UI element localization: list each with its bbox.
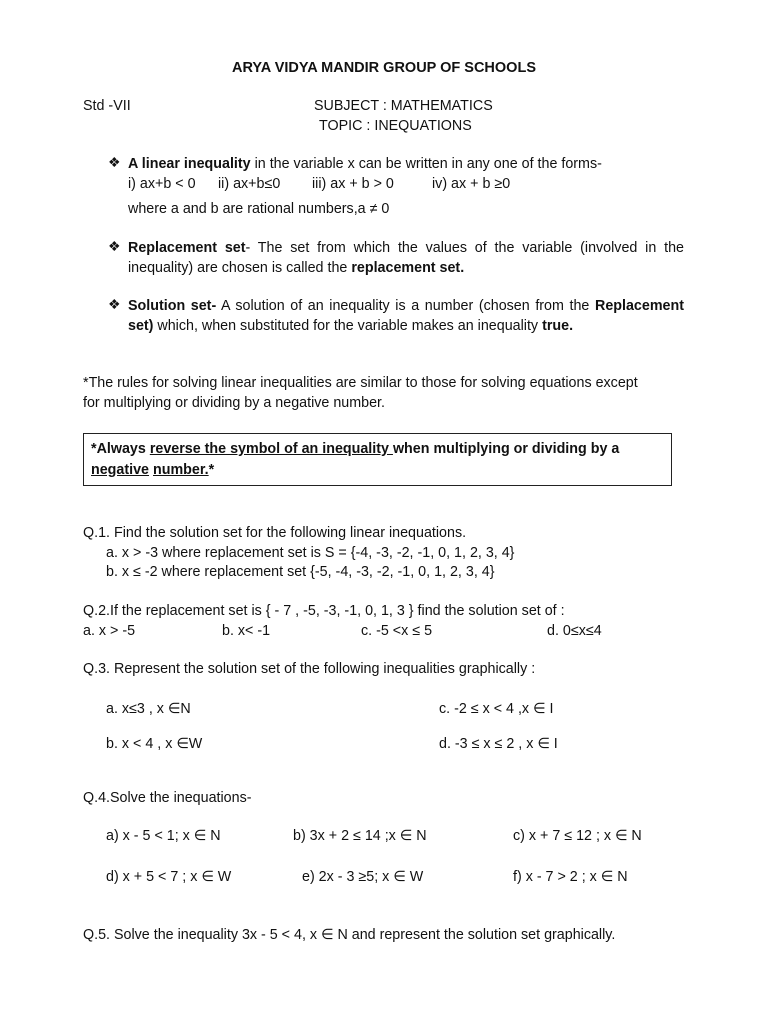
q2-part-c: c. -5 <x ≤ 5 bbox=[361, 623, 433, 639]
standard-label: Std -VII bbox=[83, 98, 131, 114]
school-title: ARYA VIDYA MANDIR GROUP OF SCHOOLS bbox=[231, 60, 536, 76]
bullet-icon: ❖ bbox=[108, 154, 121, 170]
q4-part-b: b) 3x + 2 ≤ 14 ;x ∈ N bbox=[293, 828, 427, 844]
reverse-symbol-box bbox=[83, 433, 672, 486]
box-text-2: when multiplying or dividing by a bbox=[392, 441, 620, 457]
box-text-1: *Always bbox=[91, 441, 150, 457]
form-iv: iv) ax + b ≥0 bbox=[432, 176, 511, 192]
topic-label: TOPIC : INEQUATIONS bbox=[319, 118, 472, 134]
reverse-symbol-text bbox=[91, 439, 667, 480]
q4-part-f: f) x - 7 > 2 ; x ∈ N bbox=[513, 869, 628, 885]
q1-part-a: a. x > -3 where replacement set is S = {-4, -3, -2, -1, 0, 1, 2, 3, 4} bbox=[106, 545, 515, 561]
replacement-set-definition bbox=[128, 238, 684, 278]
q2-part-b: b. x< -1 bbox=[222, 623, 271, 639]
q3-part-c: c. -2 ≤ x < 4 ,x ∈ I bbox=[439, 701, 554, 717]
box-underlined-3: number. bbox=[153, 461, 209, 478]
solution-set-text-1: A solution of an inequality is a number (chosen from the bbox=[216, 298, 595, 314]
q5-title: Q.5. Solve the inequality 3x - 5 < 4, x ∈ N and represent the solution set graphically. bbox=[83, 927, 616, 943]
q4-part-a: a) x - 5 < 1; x ∈ N bbox=[106, 828, 221, 844]
linear-inequality-definition bbox=[128, 154, 684, 174]
q1-title: Q.1. Find the solution set for the following linear inequations. bbox=[83, 525, 467, 541]
q1-part-b: b. x ≤ -2 where replacement set {-5, -4, -3, -2, -1, 0, 1, 2, 3, 4} bbox=[106, 564, 495, 580]
solution-set-term: Solution set- bbox=[128, 298, 217, 314]
linear-inequality-note: where a and b are rational numbers,a ≠ 0 bbox=[128, 201, 390, 217]
replacement-set-bold: replacement set. bbox=[351, 260, 465, 276]
bullet-icon: ❖ bbox=[108, 238, 121, 254]
q2-part-d: d. 0≤x≤4 bbox=[547, 623, 602, 639]
q4-part-d: d) x + 5 < 7 ; x ∈ W bbox=[106, 869, 232, 885]
linear-inequality-text: in the variable x can be written in any one of the forms- bbox=[250, 156, 602, 172]
box-text-3: * bbox=[208, 461, 215, 478]
solution-set-definition bbox=[128, 296, 684, 336]
solution-set-bold-end: true. bbox=[542, 318, 574, 334]
q4-part-c: c) x + 7 ≤ 12 ; x ∈ N bbox=[513, 828, 642, 844]
q3-title: Q.3. Represent the solution set of the following inequalities graphically : bbox=[83, 661, 536, 677]
q2-title: Q.2.If the replacement set is { - 7 , -5, -3, -1, 0, 1, 3 } find the solution set of : bbox=[83, 603, 565, 619]
box-underlined-1: reverse the symbol of an inequality bbox=[149, 441, 393, 457]
q4-part-e: e) 2x - 3 ≥5; x ∈ W bbox=[302, 869, 424, 885]
q3-part-a: a. x≤3 , x ∈N bbox=[106, 701, 191, 717]
rule-note-line-1: *The rules for solving linear inequalities are similar to those for solving equations except bbox=[83, 375, 638, 391]
form-ii: ii) ax+b≤0 bbox=[218, 176, 281, 192]
q3-part-b: b. x < 4 , x ∈W bbox=[106, 736, 203, 752]
bullet-icon: ❖ bbox=[108, 296, 121, 312]
form-i: i) ax+b < 0 bbox=[128, 176, 196, 192]
q4-title: Q.4.Solve the inequations- bbox=[83, 790, 252, 806]
q2-part-a: a. x > -5 bbox=[83, 623, 136, 639]
rule-note-line-2: for multiplying or dividing by a negative number. bbox=[83, 395, 385, 411]
replacement-set-term: Replacement set bbox=[128, 240, 246, 256]
replacement-set-text: - The set from which the values of the variable (involved in the inequality) are chosen is called the bbox=[128, 240, 684, 276]
form-iii: iii) ax + b > 0 bbox=[312, 176, 394, 192]
box-underlined-2: negative bbox=[91, 461, 150, 478]
solution-set-bold-mid: Replacement set) bbox=[128, 298, 684, 334]
subject-label: SUBJECT : MATHEMATICS bbox=[314, 98, 493, 114]
q3-part-d: d. -3 ≤ x ≤ 2 , x ∈ I bbox=[439, 736, 558, 752]
solution-set-text-2: which, when substituted for the variable makes an inequality bbox=[153, 318, 543, 334]
linear-inequality-term: A linear inequality bbox=[128, 156, 251, 172]
